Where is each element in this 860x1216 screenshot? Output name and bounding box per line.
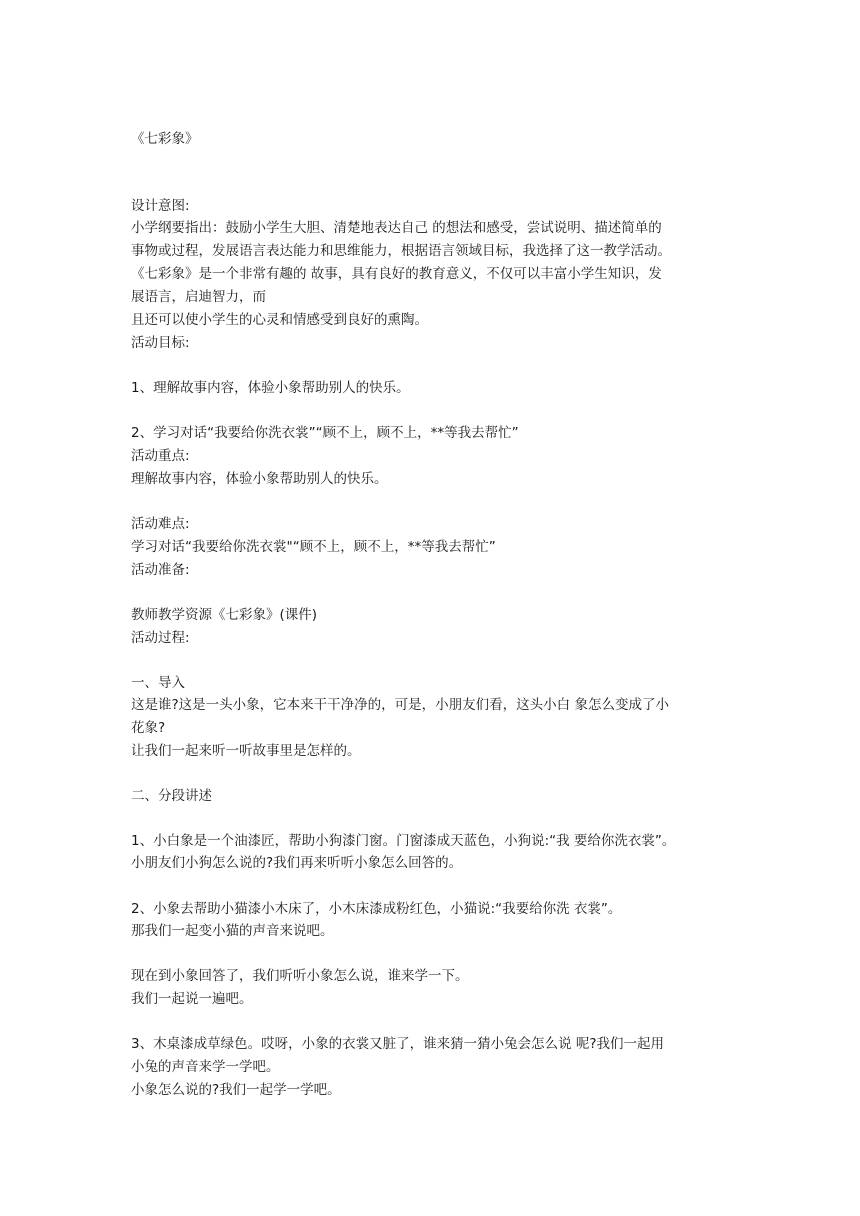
- text-line: 花象?: [131, 720, 166, 736]
- text-line: 小象怎么说的?我们一起学一学吧。: [131, 1082, 341, 1098]
- section-heading: 活动难点:: [131, 516, 190, 532]
- text-line: 且还可以使小学生的心灵和情感受到良好的熏陶。: [131, 312, 428, 328]
- text-line: 小朋友们小狗怎么说的?我们再来听听小象怎么回答的。: [131, 855, 463, 871]
- text-line: 3、木桌漆成草绿色。哎呀，小象的衣裳又脏了，谁来猜一猜小兔会怎么说 呢?我们一起用: [131, 1036, 665, 1052]
- section-heading: 二、分段讲述: [131, 788, 212, 804]
- text-line: 理解故事内容，体验小象帮助别人的快乐。: [131, 471, 388, 487]
- text-line: 学习对话“我要给你洗衣裳"“顾不上，顾不上，**等我去帮忙”: [131, 539, 496, 555]
- text-line: 让我们一起来听一听故事里是怎样的。: [131, 743, 361, 759]
- text-line: 设计意图:: [131, 198, 190, 214]
- text-line: 《七彩象》是一个非常有趣的 故事，具有良好的教育意义，不仅可以丰富小学生知识，发: [131, 266, 662, 282]
- section-heading: 活动重点:: [131, 448, 190, 464]
- text-line: 2、小象去帮助小猫漆小木床了，小木床漆成粉红色，小猫说:“我要给你洗 衣裳”。: [131, 901, 622, 917]
- text-line: 教师教学资源《七彩象》(课件): [131, 607, 318, 623]
- text-line: 1、理解故事内容，体验小象帮助别人的快乐。: [131, 380, 410, 396]
- section-heading: 活动过程:: [131, 630, 190, 646]
- document-title: 《七彩象》: [131, 131, 199, 147]
- text-line: 小学纲要指出：鼓励小学生大胆、清楚地表达自己 的想法和感受，尝试说明、描述简单的: [131, 220, 662, 236]
- text-line: 2、学习对话“我要给你洗衣裳”“顾不上，顾不上，**等我去帮忙”: [131, 425, 519, 441]
- text-line: 现在到小象回答了，我们听听小象怎么说，谁来学一下。: [131, 968, 469, 984]
- section-heading: 活动准备:: [131, 562, 190, 578]
- section-heading: 一、导入: [131, 675, 185, 691]
- text-line: 事物或过程，发展语言表达能力和思维能力，根据语言领域目标，我选择了这一教学活动。: [131, 243, 671, 259]
- text-line: 这是谁?这是一头小象，它本来干干净净的，可是，小朋友们看，这头小白 象怎么变成了小: [131, 697, 669, 713]
- text-line: 展语言，启迪智力，而: [131, 289, 266, 305]
- text-line: 小兔的声音来学一学吧。: [131, 1059, 280, 1075]
- text-line: 我们一起说一遍吧。: [131, 991, 253, 1007]
- text-line: 1、小白象是一个油漆匠，帮助小狗漆门窗。门窗漆成天蓝色，小狗说:“我 要给你洗衣裳”。: [131, 833, 676, 849]
- text-line: 那我们一起变小猫的声音来说吧。: [131, 923, 334, 939]
- section-heading: 活动目标:: [131, 335, 190, 351]
